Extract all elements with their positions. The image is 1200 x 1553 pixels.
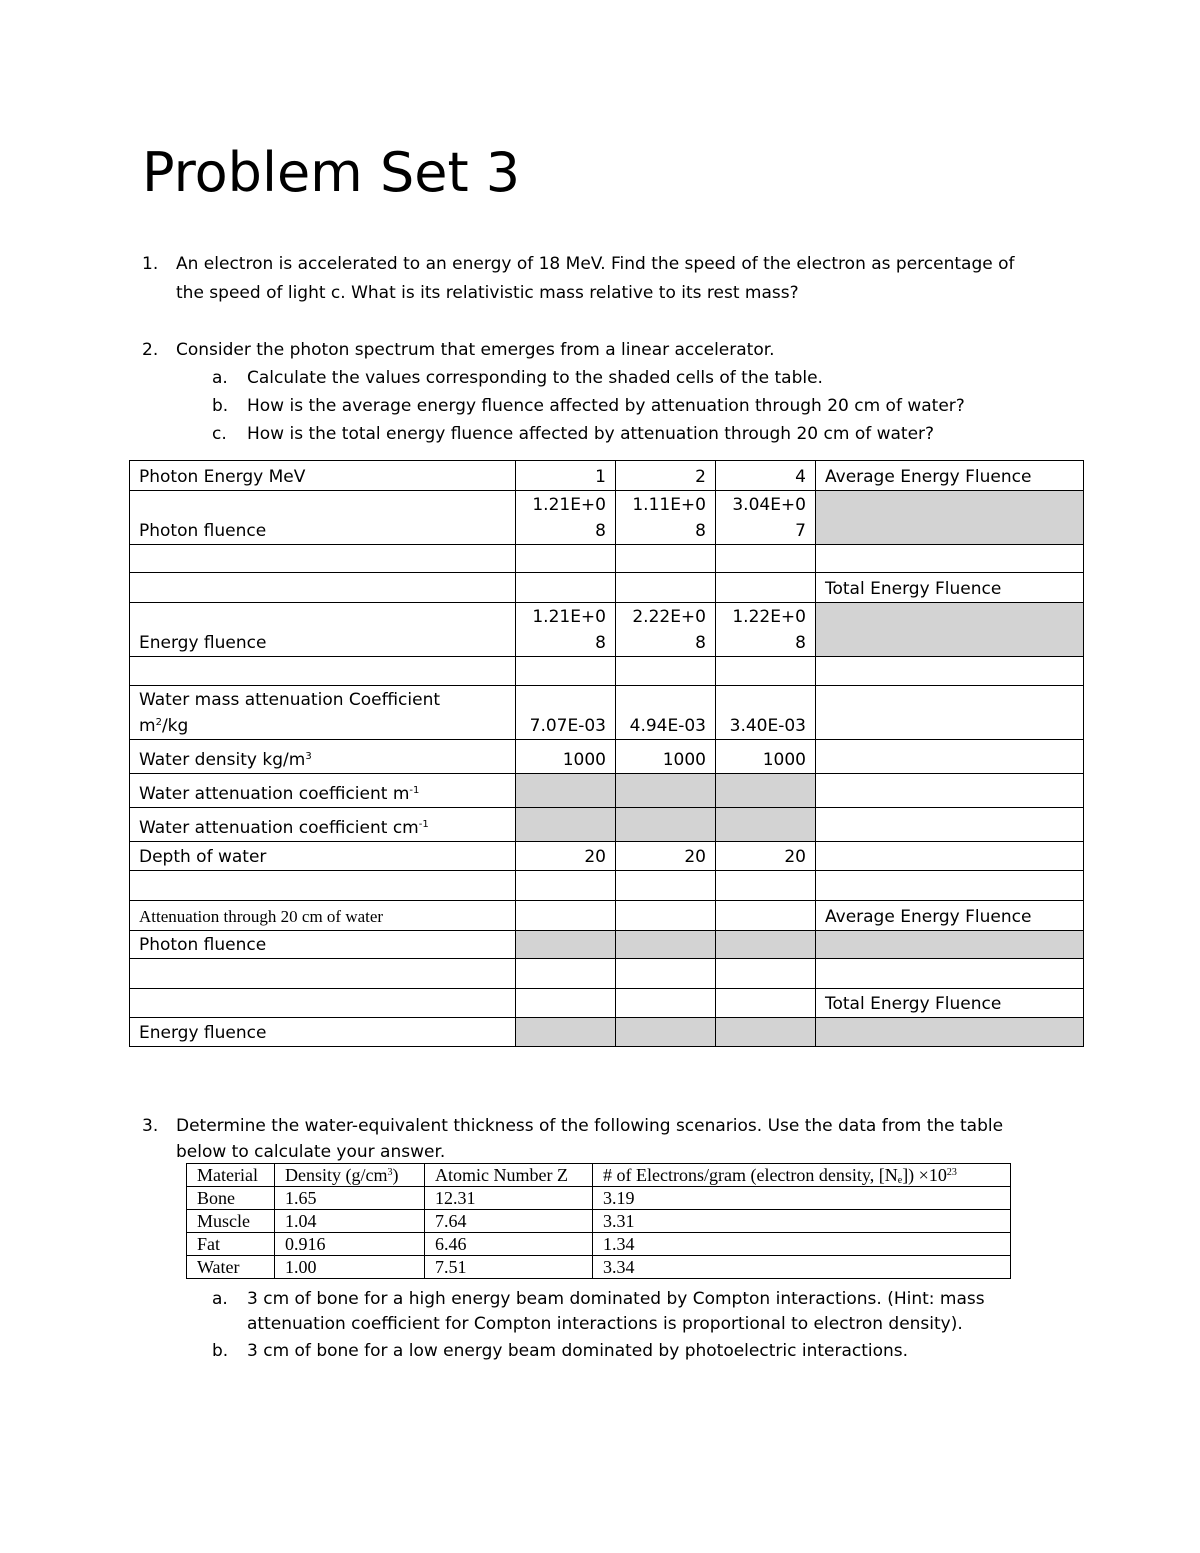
water-density-exp: 3 bbox=[305, 751, 312, 762]
photon-fluence-cell bbox=[616, 491, 716, 545]
empty-cell bbox=[716, 573, 816, 603]
header-electron-mid: ]) ×10 bbox=[902, 1165, 947, 1185]
table-row bbox=[130, 573, 1084, 603]
photon-fluence-cell bbox=[716, 491, 816, 545]
average-energy-fluence-header: Average Energy Fluence bbox=[816, 461, 1084, 491]
shaded-cell bbox=[716, 808, 816, 842]
q2-c-text: How is the total energy fluence affected by attenuation through 20 cm of water? bbox=[247, 424, 935, 444]
energy-fluence-value-bottom: 8 bbox=[795, 633, 806, 653]
shaded-cell bbox=[716, 931, 816, 959]
q3-line2: below to calculate your answer. bbox=[176, 1142, 446, 1162]
empty-cell bbox=[616, 989, 716, 1018]
table-row bbox=[187, 1233, 1011, 1256]
density-cell: 1.65 bbox=[275, 1187, 425, 1210]
depth-value: 20 bbox=[716, 842, 816, 871]
header-density-tail: ) bbox=[392, 1165, 399, 1185]
shaded-cell bbox=[716, 1018, 816, 1047]
shaded-cell bbox=[516, 1018, 616, 1047]
electron-density-cell: 3.31 bbox=[593, 1210, 1011, 1233]
mass-attenuation-label bbox=[130, 686, 516, 740]
empty-cell bbox=[516, 959, 616, 989]
depth-value: 20 bbox=[616, 842, 716, 871]
energy-fluence-label: Energy fluence bbox=[130, 603, 516, 657]
q2-a-marker: a. bbox=[212, 368, 228, 388]
q2-number: 2. bbox=[142, 340, 159, 360]
water-density-value: 1000 bbox=[516, 740, 616, 774]
shaded-cell bbox=[616, 774, 716, 808]
header-electron-density bbox=[593, 1164, 1011, 1187]
energy-fluence-cell bbox=[616, 603, 716, 657]
empty-cell bbox=[130, 959, 516, 989]
empty-cell bbox=[716, 871, 816, 901]
q2-a-text: Calculate the values corresponding to the shaded cells of the table. bbox=[247, 368, 823, 388]
attenuation-cm-label bbox=[130, 808, 516, 842]
energy-fluence-cell bbox=[716, 603, 816, 657]
empty-cell bbox=[616, 959, 716, 989]
electron-density-cell: 3.34 bbox=[593, 1256, 1011, 1279]
q1-line1: An electron is accelerated to an energy of 18 MeV. Find the speed of the electron as percentage of bbox=[176, 254, 1015, 274]
q3-b-text: 3 cm of bone for a low energy beam dominated by photoelectric interactions. bbox=[247, 1341, 909, 1361]
energy-fluence-value-bottom: 8 bbox=[595, 633, 606, 653]
average-energy-fluence-header-after: Average Energy Fluence bbox=[816, 901, 1084, 931]
atomic-number-cell: 6.46 bbox=[425, 1233, 593, 1256]
total-energy-fluence-shaded-cell bbox=[816, 603, 1084, 657]
empty-cell bbox=[816, 774, 1084, 808]
table-row bbox=[130, 545, 1084, 573]
energy-fluence-value-bottom: 8 bbox=[695, 633, 706, 653]
q3-a-line2: attenuation coefficient for Compton interactions is proportional to electron density). bbox=[247, 1314, 963, 1334]
empty-cell bbox=[516, 871, 616, 901]
photon-fluence-value-top: 1.21E+0 bbox=[532, 495, 606, 515]
table-row bbox=[130, 808, 1084, 842]
header-electron-text: # of Electrons/gram (electron density, [N bbox=[603, 1165, 898, 1185]
mass-attenuation-label-line1: Water mass attenuation Coefficient bbox=[139, 690, 441, 710]
attenuation-cm-exp: -1 bbox=[418, 819, 429, 830]
empty-cell bbox=[516, 989, 616, 1018]
material-cell: Bone bbox=[187, 1187, 275, 1210]
table-row bbox=[130, 603, 1084, 657]
water-density-label-text: Water density kg/m bbox=[139, 750, 306, 770]
empty-cell bbox=[616, 545, 716, 573]
q2-text: Consider the photon spectrum that emerges from a linear accelerator. bbox=[176, 340, 775, 360]
after-energy-fluence-label: Energy fluence bbox=[130, 1018, 516, 1047]
mass-attenuation-unit-tail: /kg bbox=[161, 716, 189, 736]
empty-cell bbox=[816, 842, 1084, 871]
table-header-row bbox=[187, 1164, 1011, 1187]
mass-attenuation-unit-exp: 2 bbox=[155, 717, 162, 728]
average-energy-fluence-shaded-cell bbox=[816, 491, 1084, 545]
empty-cell bbox=[816, 740, 1084, 774]
empty-cell bbox=[516, 573, 616, 603]
material-cell: Water bbox=[187, 1256, 275, 1279]
shaded-cell bbox=[816, 1018, 1084, 1047]
material-table bbox=[186, 1163, 1011, 1279]
material-cell: Fat bbox=[187, 1233, 275, 1256]
q3-number: 3. bbox=[142, 1116, 159, 1136]
water-density-label bbox=[130, 740, 516, 774]
empty-cell bbox=[816, 871, 1084, 901]
energy-1: 1 bbox=[516, 461, 616, 491]
shaded-cell bbox=[816, 931, 1084, 959]
electron-density-cell: 3.19 bbox=[593, 1187, 1011, 1210]
table-row bbox=[130, 740, 1084, 774]
table-row bbox=[130, 842, 1084, 871]
density-cell: 1.04 bbox=[275, 1210, 425, 1233]
shaded-cell bbox=[516, 774, 616, 808]
empty-cell bbox=[130, 989, 516, 1018]
empty-cell bbox=[616, 871, 716, 901]
mass-attenuation-value: 7.07E-03 bbox=[516, 686, 616, 740]
table-row bbox=[130, 871, 1084, 901]
page-title: Problem Set 3 bbox=[142, 141, 521, 204]
empty-cell bbox=[130, 657, 516, 686]
header-material: Material bbox=[187, 1164, 275, 1187]
photon-fluence-value-bottom: 8 bbox=[595, 521, 606, 541]
photon-energy-label: Photon Energy MeV bbox=[130, 461, 516, 491]
empty-cell bbox=[816, 686, 1084, 740]
empty-cell bbox=[716, 545, 816, 573]
empty-cell bbox=[716, 657, 816, 686]
photon-fluence-value-bottom: 7 bbox=[795, 521, 806, 541]
empty-cell bbox=[516, 657, 616, 686]
empty-cell bbox=[816, 657, 1084, 686]
header-electron-exp: 23 bbox=[946, 1167, 957, 1178]
q2-b-marker: b. bbox=[212, 396, 229, 416]
atomic-number-cell: 12.31 bbox=[425, 1187, 593, 1210]
attenuation-cm-label-text: Water attenuation coefficient cm bbox=[139, 818, 419, 838]
table-row bbox=[187, 1187, 1011, 1210]
shaded-cell bbox=[616, 808, 716, 842]
water-density-value: 1000 bbox=[716, 740, 816, 774]
attenuation-m-exp: -1 bbox=[409, 785, 420, 796]
empty-cell bbox=[130, 573, 516, 603]
header-density bbox=[275, 1164, 425, 1187]
photon-spectrum-table bbox=[129, 460, 1084, 1047]
depth-value: 20 bbox=[516, 842, 616, 871]
q1-number: 1. bbox=[142, 254, 159, 274]
total-energy-fluence-header-after: Total Energy Fluence bbox=[816, 989, 1084, 1018]
table-row bbox=[130, 901, 1084, 931]
q2-c-marker: c. bbox=[212, 424, 227, 444]
energy-fluence-value-top: 1.21E+0 bbox=[532, 607, 606, 627]
mass-attenuation-value: 4.94E-03 bbox=[616, 686, 716, 740]
photon-fluence-cell bbox=[516, 491, 616, 545]
photon-fluence-value-bottom: 8 bbox=[695, 521, 706, 541]
header-atomic-number: Atomic Number Z bbox=[425, 1164, 593, 1187]
photon-fluence-value-top: 1.11E+0 bbox=[632, 495, 706, 515]
q1-line2: the speed of light c. What is its relativistic mass relative to its rest mass? bbox=[176, 283, 799, 303]
atomic-number-cell: 7.51 bbox=[425, 1256, 593, 1279]
attenuation-m-label-text: Water attenuation coefficient m bbox=[139, 784, 410, 804]
empty-cell bbox=[616, 573, 716, 603]
density-cell: 1.00 bbox=[275, 1256, 425, 1279]
atomic-number-cell: 7.64 bbox=[425, 1210, 593, 1233]
header-density-exp: 3 bbox=[387, 1167, 393, 1178]
empty-cell bbox=[816, 959, 1084, 989]
empty-cell bbox=[516, 901, 616, 931]
q3-line1: Determine the water-equivalent thickness of the following scenarios. Use the data from the table bbox=[176, 1116, 1004, 1136]
material-cell: Muscle bbox=[187, 1210, 275, 1233]
energy-fluence-value-top: 2.22E+0 bbox=[632, 607, 706, 627]
header-electron-sub: e bbox=[897, 1175, 903, 1186]
shaded-cell bbox=[616, 1018, 716, 1047]
mass-attenuation-value: 3.40E-03 bbox=[716, 686, 816, 740]
table-row bbox=[130, 491, 1084, 545]
energy-fluence-value-top: 1.22E+0 bbox=[732, 607, 806, 627]
shaded-cell bbox=[616, 931, 716, 959]
q3-b-marker: b. bbox=[212, 1341, 229, 1361]
table-row bbox=[130, 1018, 1084, 1047]
total-energy-fluence-header: Total Energy Fluence bbox=[816, 573, 1084, 603]
table-row bbox=[187, 1256, 1011, 1279]
shaded-cell bbox=[516, 808, 616, 842]
empty-cell bbox=[716, 901, 816, 931]
depth-label: Depth of water bbox=[130, 842, 516, 871]
empty-cell bbox=[130, 871, 516, 901]
empty-cell bbox=[130, 545, 516, 573]
empty-cell bbox=[716, 989, 816, 1018]
empty-cell bbox=[516, 545, 616, 573]
attenuation-m-label bbox=[130, 774, 516, 808]
photon-fluence-label: Photon fluence bbox=[130, 491, 516, 545]
table-row bbox=[187, 1210, 1011, 1233]
energy-4: 4 bbox=[716, 461, 816, 491]
shaded-cell bbox=[716, 774, 816, 808]
density-cell: 0.916 bbox=[275, 1233, 425, 1256]
water-density-value: 1000 bbox=[616, 740, 716, 774]
table-row bbox=[130, 686, 1084, 740]
empty-cell bbox=[716, 959, 816, 989]
table-row bbox=[130, 774, 1084, 808]
table-row bbox=[130, 931, 1084, 959]
table-row bbox=[130, 959, 1084, 989]
energy-2: 2 bbox=[616, 461, 716, 491]
empty-cell bbox=[616, 901, 716, 931]
empty-cell bbox=[816, 545, 1084, 573]
q3-a-line1: 3 cm of bone for a high energy beam dominated by Compton interactions. (Hint: mass bbox=[247, 1289, 985, 1309]
empty-cell bbox=[616, 657, 716, 686]
empty-cell bbox=[816, 808, 1084, 842]
q3-a-marker: a. bbox=[212, 1289, 228, 1309]
table-row bbox=[130, 461, 1084, 491]
table-row bbox=[130, 657, 1084, 686]
after-photon-fluence-label: Photon fluence bbox=[130, 931, 516, 959]
mass-attenuation-unit: m bbox=[139, 716, 156, 736]
photon-fluence-value-top: 3.04E+0 bbox=[732, 495, 806, 515]
header-density-text: Density (g/cm bbox=[285, 1165, 388, 1185]
q2-b-text: How is the average energy fluence affected by attenuation through 20 cm of water? bbox=[247, 396, 965, 416]
attenuation-section-header: Attenuation through 20 cm of water bbox=[130, 901, 516, 931]
shaded-cell bbox=[516, 931, 616, 959]
electron-density-cell: 1.34 bbox=[593, 1233, 1011, 1256]
table-row bbox=[130, 989, 1084, 1018]
energy-fluence-cell bbox=[516, 603, 616, 657]
